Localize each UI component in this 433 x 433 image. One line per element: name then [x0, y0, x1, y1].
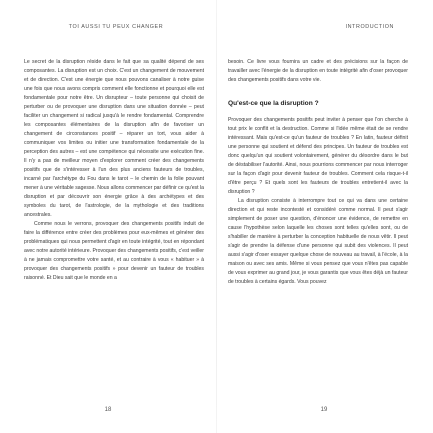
right-page-body: [228, 58, 408, 287]
section-heading: Qu'est-ce que la disruption ?: [228, 100, 319, 107]
running-head-right: INTRODUCTION: [345, 24, 394, 30]
right-page: [216, 0, 432, 433]
paragraph: Provoquer des changements positifs peut inviter à penser que l'on cherche à tout prix le conflit et la destruction. Comme si l'idée même était de se rendre intéressant. Mais qu'est-ce qu'un fauteur de troubles ? En latin, fauteur définit une personne qui soutient et défend des principes. Un fauteur de troubles est donc quelqu'un qui soutient volontairement, générer du désordre dans le but de déstabiliser l'autorité. Ainsi, nous pourrions commencer par nous interroger sur la façon d'agir pour devenir fauteur de troubles. Comment cela risque-t-il d'être perçu ? Et quels sont les fauteurs de troubles entretient-il avec la disruption ?: [228, 117, 408, 195]
paragraph: La disruption consiste à interrompre tout ce qui va dans une certaine direction et qui reste incontesté et considéré comme normal. Il peut s'agir simplement de poser une question, d'énoncer une évidence, de remettre en cause l'hypothèse selon laquelle les choses sont telles qu'elles sont, ou de s'habiller de manière à perturber la conception habituelle de nous vêtir. Il peut s'agir de prendre la défense d'une personne qui subit des violences. Il peut aussi s'agir d'oser essayer quelque chose de nouveau au travail, à l'école, à la maison ou avec ses amis. Même si vous pensez que vous n'êtes pas capable de vous exprimer au grand jour, je vous garantis que vous êtes déjà un fauteur de troubles à certains égards. Vous pouvez: [228, 198, 408, 285]
paragraph: Comme nous le verrons, provoquer des changements positifs induit de faire la différence entre créer des problèmes pour eux-mêmes et générer des problématiques qui nous permettent d'agir en toute intégrité, tout en répondant avec notre autorité intérieure. Provoquer des changements positifs, c'est veiller à ne jamais compromettre votre santé, et au contraire à vous « habituer » à provoquer des changements positifs » pour devenir un fauteur de troubles raisonné. Et Dieu sait que le monde en a: [24, 221, 204, 281]
left-page-body: [24, 58, 204, 283]
page-number-right: 19: [320, 407, 328, 413]
paragraph: Le secret de la disruption réside dans le fait que sa qualité dépend de ses composantes. La disruption est un choix. C'est un changement de mouvement et de direction. C'est une énergie que nous pouvons canaliser à notre guise une fois que nous avons compris comment elle fonctionne et pourquoi elle est fondamentale pour notre être. Un disrupteur – toute personne qui choisit de perturber ou de provoquer une disruption dans une situation donnée – peut faciliter un changement si radical jusqu'à le rendre fondamental. Comprendre les composantes élémentaires de la disruption afin de favoriser un changement de circonstances positif – réparer un tort, vous aider à communiquer vos limites ou initier une transformation fondamentale de la perception des autres – est une compétence qui nécessite une exécution fine. Il n'y a pas de meilleur moyen d'explorer comment créer des changements positifs que de s'intéresser à l'un des plus anciens fauteurs de troubles, incarné par l'archétype du Fou dans le tarot – le chemin de la folie pouvant mener à une véritable sagesse. Nous allons commencer par définir ce qu'est la disruption et par découvrir son énergie grâce à des archétypes et des symboles du tarot, de l'astrologie, de la mythologie et des traditions ancestrales.: [24, 59, 204, 218]
left-page: [0, 0, 216, 433]
page-number-left: 18: [104, 407, 112, 413]
running-head-left: TOI AUSSI TU PEUX CHANGER: [68, 24, 164, 30]
paragraph: besoin. Ce livre vous fournira un cadre et des précisions sur la façon de travailler avec l'énergie de la disruption en toute intégrité afin d'oser provoquer des changements positifs dans votre vie.: [228, 59, 408, 83]
